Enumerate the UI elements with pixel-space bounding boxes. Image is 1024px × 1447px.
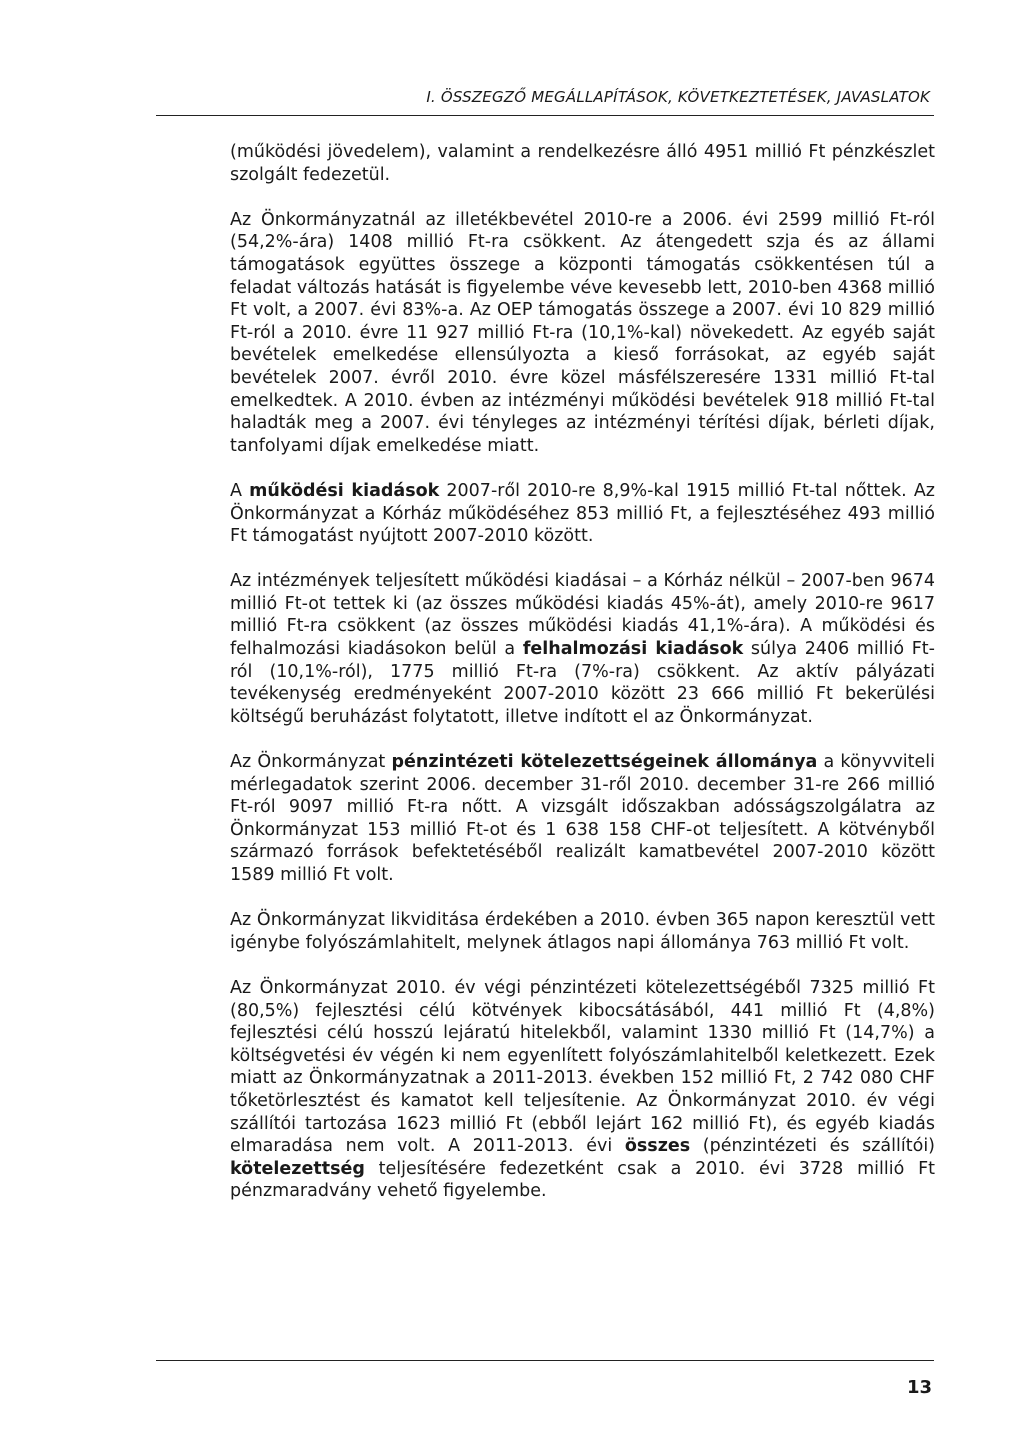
text-span: a könyvviteli mérlegadatok szerint 2006. december 31-ről 2010. december 31-re 266 millió Ft-ról 9097 millió Ft-ra nőtt. A vizsgált időszakban adósságszolgálatra az Önkormányzat 153 millió Ft-ot és 1 638 158 CHF-ot teljesített. A kötvényből származó források befektetéséből realizált kamatbevétel 2007-2010 között 1589 millió Ft volt. bbox=[230, 752, 935, 885]
bold-term: kötelezettség bbox=[230, 1158, 365, 1179]
text-span: teljesítésére fedezetként csak a 2010. évi 3728 millió Ft pénzmaradvány vehető figyelembe. bbox=[230, 1158, 935, 1202]
paragraph bbox=[230, 480, 935, 548]
text-span: Az Önkormányzat 2010. év végi pénzintézeti kötelezettségéből 7325 millió Ft (80,5%) fejlesztési célú kötvények kibocsátásából, 441 millió Ft (4,8%) fejlesztési célú hosszú lejáratú hitelekből, valamint 1330 millió Ft (14,7%) a költségvetési év végén ki nem egyenlített folyószámlahitelből keletkezett. Ezek miatt az Önkormányzatnak a 2011-2013. években 152 millió Ft, 2 742 080 CHF tőketörlesztést és kamatot kell teljesítenie. Az Önkormányzat 2010. év végi szállítói tartozása 1623 millió Ft (ebből lejárt 162 millió Ft), és egyéb kiadás elmaradása nem volt. A 2011-2013. évi bbox=[230, 977, 935, 1157]
paragraph bbox=[230, 977, 935, 1203]
bold-term: pénzintézeti kötelezettségeinek állománya bbox=[391, 752, 818, 773]
text-span: Az Önkormányzatnál az illetékbevétel 2010-re a 2006. évi 2599 millió Ft-ról (54,2%-ára) 1408 millió Ft-ra csökkent. Az átengedett szja és az állami támogatások együttes összege a központi támogatás csökkentésen túl a feladat változás hatását is figyelembe véve kevesebb lett, 2010-ben 4368 millió Ft volt, a 2007. évi 83%-a. Az OEP támogatás összege a 2007. évi 10 829 millió Ft-ról a 2010. évre 11 927 millió Ft-ra (10,1%-kal) növekedett. Az egyéb saját bevételek emelkedése ellensúlyozta a kieső forrásokat, az egyéb saját bevételek 2007. évről 2010. évre közel másfélszeresére 1331 millió Ft-tal emelkedtek. A 2010. évben az intézményi működési bevételek 918 millió Ft-tal haladták meg a 2007. évi tényleges az intézményi térítési díjak, bérleti díjak, tanfolyami díjak emelkedése miatt. bbox=[230, 209, 935, 456]
bold-term: felhalmozási kiadások bbox=[522, 639, 744, 660]
text-span: Az intézmények teljesített működési kiadásai – a Kórház nélkül – 2007-ben 9674 millió Ft-ot tettek ki (az összes működési kiadás 45%-át), amely 2010-re 9617 millió Ft-ra csökkent (az összes működési kiadás 41,1%-ára). A működési és felhalmozási kiadásokon belül a bbox=[230, 571, 935, 660]
running-header: I. ÖSSZEGZŐ MEGÁLLAPÍTÁSOK, KÖVETKEZTETÉSEK, JAVASLATOK bbox=[426, 88, 930, 106]
text-span: Az Önkormányzat bbox=[230, 752, 392, 773]
text-span: súlya 2406 millió Ft-ról (10,1%-ról), 1775 millió Ft-ra (7%-ra) csökkent. Az aktív pályázati tevékenység eredményeként 2007-2010 között 23 666 millió Ft bekerülési költségű beruházást folytatott, illetve indított el az Önkormányzat. bbox=[230, 639, 935, 727]
paragraph bbox=[230, 141, 935, 186]
text-span: (pénzintézeti és szállítói) bbox=[690, 1136, 936, 1157]
paragraph bbox=[230, 909, 935, 954]
page-number: 13 bbox=[906, 1377, 932, 1398]
body-text bbox=[230, 141, 935, 1226]
footer-rule bbox=[156, 1360, 934, 1361]
paragraph bbox=[230, 209, 935, 458]
paragraph bbox=[230, 570, 935, 728]
text-span: Az Önkormányzat likviditása érdekében a 2010. évben 365 napon keresztül vett igénybe folyószámlahitelt, melynek átlagos napi állománya 763 millió Ft volt. bbox=[230, 910, 935, 953]
bold-term: működési kiadások bbox=[249, 480, 440, 501]
header-rule bbox=[156, 115, 934, 116]
text-span: A bbox=[230, 480, 250, 501]
paragraph bbox=[230, 751, 935, 887]
bold-term: összes bbox=[624, 1136, 691, 1157]
text-span: 2007-ről 2010-re 8,9%-kal 1915 millió Ft-tal nőttek. Az Önkormányzat a Kórház működéséhez 853 millió Ft, a fejlesztéséhez 493 millió Ft támogatást nyújtott 2007-2010 között. bbox=[230, 480, 935, 547]
text-span: (működési jövedelem), valamint a rendelkezésre álló 4951 millió Ft pénzkészlet szolgált fedezetül. bbox=[230, 142, 935, 185]
